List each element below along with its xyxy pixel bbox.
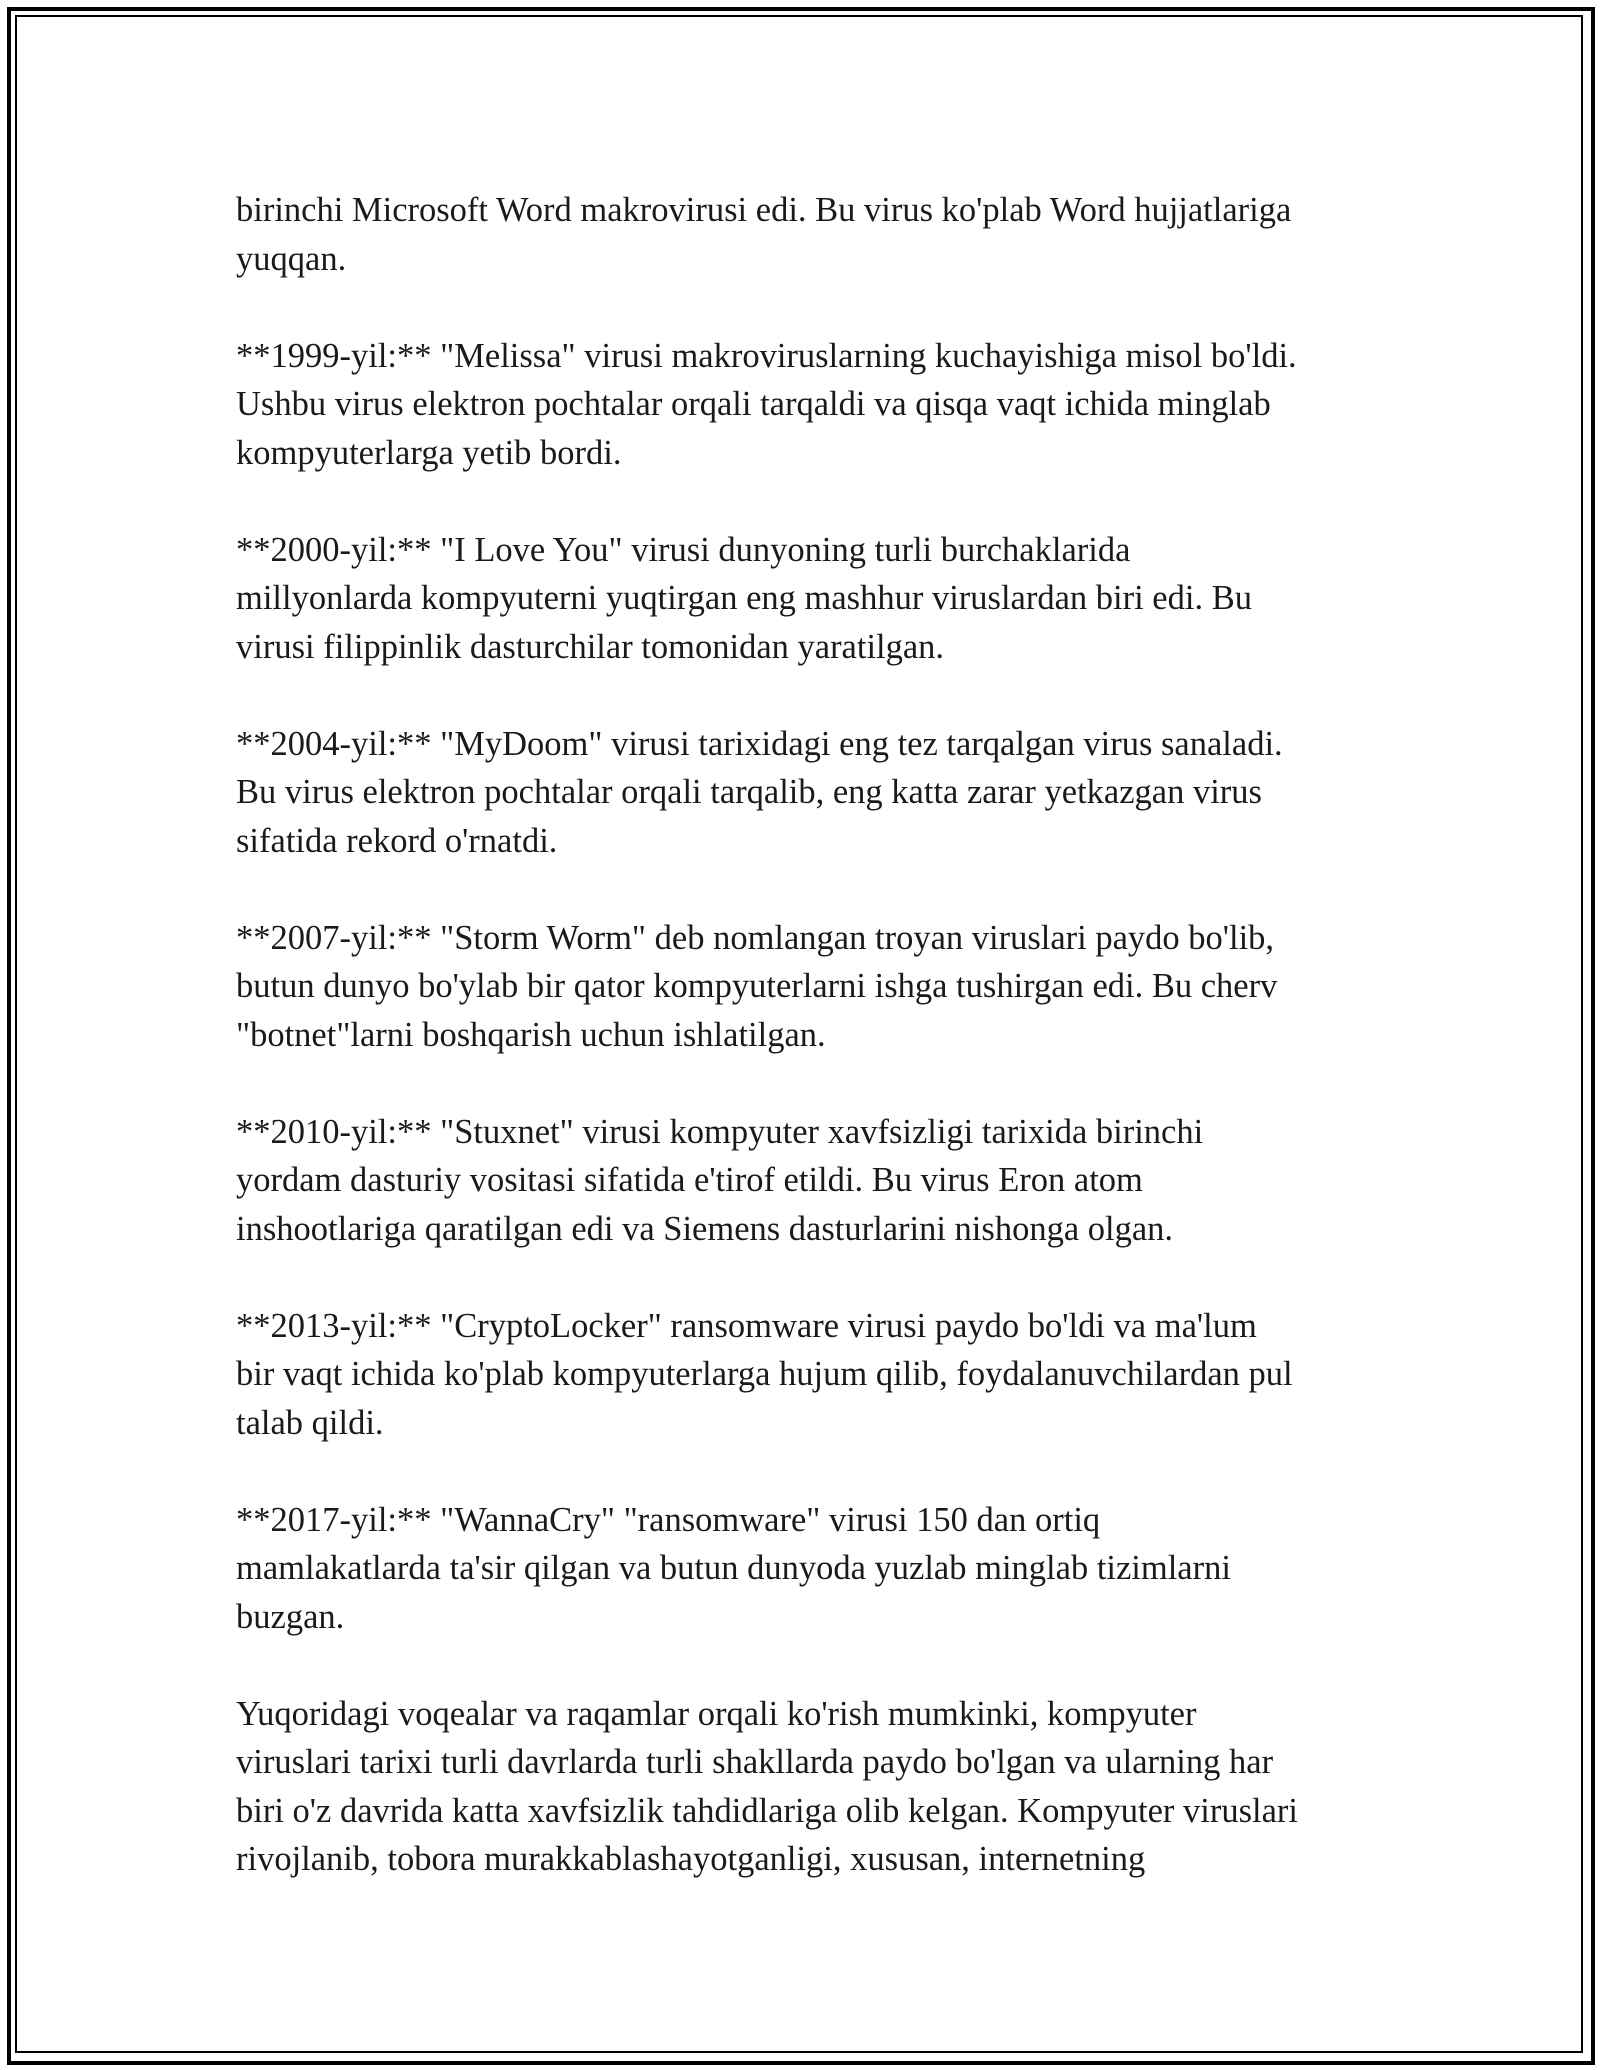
text-line: bir vaqt ichida ko'plab kompyuterlarga hujum qilib, foydalanuvchilardan pul (236, 1355, 1293, 1393)
text-line: biri o'z davrida katta xavfsizlik tahdidlariga olib kelgan. Kompyuter viruslari (236, 1791, 1298, 1830)
text-line: **2004-yil:** "MyDoom" virusi tarixidagi eng tez tarqalgan virus sanaladi. (236, 724, 1283, 763)
text-line: **2010-yil:** "Stuxnet" virusi kompyuter xavfsizligi tarixida birinchi (236, 1112, 1204, 1151)
text-line: talab qildi. (236, 1403, 384, 1442)
paragraph-conclusion (236, 1690, 1376, 1884)
text-line: sifatida rekord o'rnatdi. (236, 821, 558, 860)
text-line: Bu virus elektron pochtalar orqali tarqalib, eng katta zarar yetkazgan virus (236, 773, 1262, 811)
paragraph-2004-mydoom (236, 720, 1376, 866)
paragraph-2017-wannacry (236, 1496, 1376, 1642)
paragraph-1999-melissa (236, 332, 1376, 478)
paragraph-word-macro (236, 186, 1376, 283)
text-line: Yuqoridagi voqealar va raqamlar orqali ko'rish mumkinki, kompyuter (236, 1694, 1197, 1733)
text-line: yordam dasturiy vositasi sifatida e'tirof etildi. Bu virus Eron atom (236, 1161, 1143, 1199)
text-line: kompyuterlarga yetib bordi. (236, 433, 622, 472)
text-line: **2000-yil:** "I Love You" virusi dunyoning turli burchaklarida (236, 530, 1131, 569)
paragraph-2010-stuxnet (236, 1108, 1376, 1254)
text-line: butun dunyo bo'ylab bir qator kompyuterlarni ishga tushirgan edi. Bu cherv (236, 967, 1278, 1005)
text-line: **2013-yil:** "CryptoLocker" ransomware virusi paydo bo'ldi va ma'lum (236, 1306, 1257, 1345)
text-line: **2017-yil:** "WannaCry" "ransomware" virusi 150 dan ortiq (236, 1500, 1101, 1539)
text-line: mamlakatlarda ta'sir qilgan va butun dunyoda yuzlab minglab tizimlarni (236, 1549, 1231, 1587)
text-line: inshootlariga qaratilgan edi va Siemens dasturlarini nishonga olgan. (236, 1209, 1174, 1248)
text-line: "botnet"larni boshqarish uchun ishlatilgan. (236, 1015, 826, 1054)
paragraph-2000-i-love-you (236, 526, 1376, 672)
document-body (236, 186, 1376, 1932)
text-line: yuqqan. (236, 239, 347, 278)
text-line: rivojlanib, tobora murakkablashayotganligi, xususan, internetning (236, 1840, 1146, 1878)
text-line: birinchi Microsoft Word makrovirusi edi. Bu virus ko'plab Word hujjatlariga (236, 191, 1292, 229)
paragraph-2007-storm-worm (236, 914, 1376, 1060)
text-line: **1999-yil:** "Melissa" virusi makroviruslarning kuchayishiga misol bo'ldi. (236, 336, 1297, 375)
text-line: buzgan. (236, 1597, 345, 1636)
text-line: virusi filippinlik dasturchilar tomonidan yaratilgan. (236, 627, 945, 666)
text-line: **2007-yil:** "Storm Worm" deb nomlangan troyan viruslari paydo bo'lib, (236, 918, 1275, 957)
text-line: Ushbu virus elektron pochtalar orqali tarqaldi va qisqa vaqt ichida minglab (236, 385, 1271, 423)
text-line: millyonlarda kompyuterni yuqtirgan eng mashhur viruslardan biri edi. Bu (236, 579, 1252, 617)
text-line: viruslari tarixi turli davrlarda turli shakllarda paydo bo'lgan va ularning har (236, 1743, 1274, 1781)
paragraph-2013-cryptolocker (236, 1302, 1376, 1448)
